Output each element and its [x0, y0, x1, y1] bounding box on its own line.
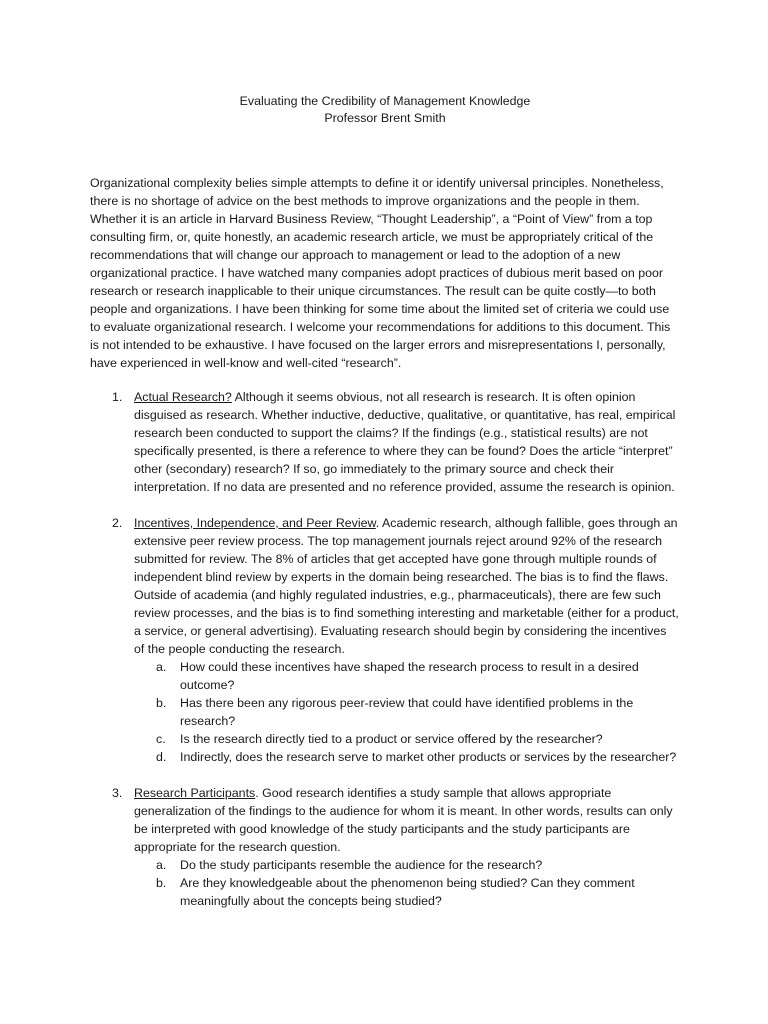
sub-item-label: c. [156, 732, 166, 746]
item-body: . Good research identifies a study sample that allows appropriate generalization of the findings to the audience for whom it is meant. In other words, results can only be interpreted with good knowledge of the study participants and the study participants are appropriate for the research question. [134, 786, 673, 854]
sub-list [134, 856, 680, 910]
item-number: 2. [112, 516, 123, 530]
sub-item [134, 748, 680, 766]
sub-item-text: How could these incentives have shaped the research process to result in a desired outcome? [180, 660, 639, 692]
item-term: Actual Research? [134, 390, 232, 404]
sub-item-text: Are they knowledgeable about the phenomenon being studied? Can they comment meaningfully about the concepts being studied? [180, 876, 635, 908]
document-title: Evaluating the Credibility of Management Knowledge [239, 94, 531, 108]
sub-item [134, 856, 680, 874]
sub-item-label: b. [156, 876, 167, 890]
sub-item-label: b. [156, 696, 167, 710]
item-body: . Academic research, although fallible, goes through an extensive peer review process. The top management journals reject around 92% of the research submitted for review. The 8% of articles that get accepted have gone through multiple rounds of independent blind review by experts in the domain being researched. The bias is to find the flaws. Outside of academia (and highly regulated industries, e.g., pharmaceuticals), there are few such review processes, and the bias is to find something interesting and marketable (either for a product, a service, or general advertising). Evaluating research should begin by considering the incentives of the people conducting the research. [134, 516, 679, 656]
sub-item-text: Do the study participants resemble the audience for the research? [180, 858, 543, 872]
item-number: 1. [112, 390, 123, 404]
item-term: Incentives, Independence, and Peer Review [134, 516, 376, 530]
sub-item [134, 694, 680, 730]
sub-item-text: Has there been any rigorous peer-review that could have identified problems in the research? [180, 696, 634, 728]
document-author: Professor Brent Smith [324, 111, 446, 125]
item-body: Although it seems obvious, not all research is research. It is often opinion disguised as research. Whether inductive, deductive, qualitative, or quantitative, has real, empirical research been conducted to support the claims? If the findings (e.g., statistical results) are not specifically presented, is there a reference to where they can be found? Does the article “interpret” other (secondary) research? If so, go immediately to the primary source and check their interpretation. If no data are presented and no reference provided, assume the research is opinion. [134, 390, 676, 494]
sub-item-label: a. [156, 660, 167, 674]
sub-list [134, 658, 680, 766]
document-header [90, 93, 680, 127]
sub-item-label: a. [156, 858, 167, 872]
criteria-item-2 [90, 514, 680, 766]
item-term: Research Participants [134, 786, 256, 800]
sub-item-text: Indirectly, does the research serve to market other products or services by the researcher? [180, 750, 677, 764]
sub-item-label: d. [156, 750, 167, 764]
criteria-list [90, 388, 680, 910]
criteria-item-1 [90, 388, 680, 496]
sub-item [134, 874, 680, 910]
sub-item-text: Is the research directly tied to a product or service offered by the researcher? [180, 732, 603, 746]
sub-item [134, 730, 680, 748]
intro-paragraph: Organizational complexity belies simple attempts to define it or identify universal principles. Nonetheless, there is no shortage of advice on the best methods to improve organizations and the people in them. Whether it is an article in Harvard Business Review, “Thought Leadership”, a “Point of View” from a top consulting firm, or, quite honestly, an academic research article, we must be appropriately critical of the recommendations that will change our approach to management or lead to the adoption of a new organizational practice. I have watched many companies adopt practices of dubious merit based on poor research or research inapplicable to their unique circumstances. The result can be quite costly—to both people and organizations. I have been thinking for some time about the limited set of criteria we could use to evaluate organizational research. I welcome your recommendations for additions to this document. This is not intended to be exhaustive. I have focused on the larger errors and misrepresentations I, personally, have experienced in well-know and well-cited “research”. [90, 176, 671, 370]
item-number: 3. [112, 786, 123, 800]
sub-item [134, 658, 680, 694]
criteria-item-3 [90, 784, 680, 910]
